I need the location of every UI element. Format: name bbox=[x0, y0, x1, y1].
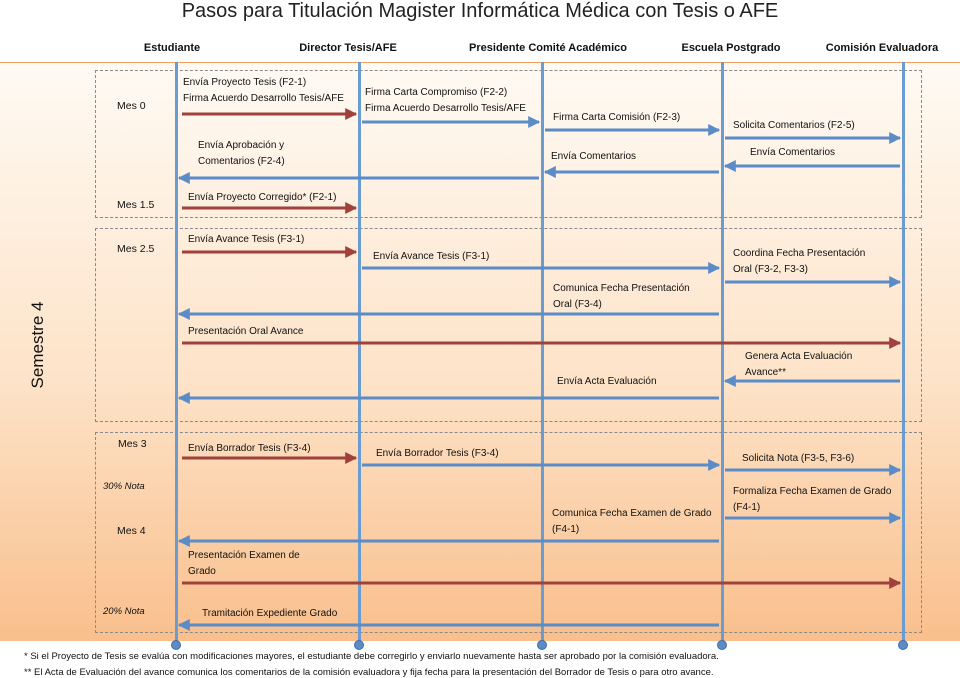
step-label-envia-avance-estudiante: Envía Avance Tesis (F3-1) bbox=[188, 234, 305, 245]
step-label-genera-acta: Genera Acta Evaluación Avance** bbox=[745, 351, 853, 378]
step-label-proyecto-corregido: Envía Proyecto Corregido* (F2-1) bbox=[188, 192, 337, 203]
footnote-single-asterisk: * Si el Proyecto de Tesis se evalúa con modificaciones mayores, el estudiante debe corregirlo y enviarlo nuevamente hasta ser aprobado por la comisión evaluadora. bbox=[24, 651, 719, 662]
step-label-envia-comentarios-escuela: Envía Comentarios bbox=[551, 151, 637, 162]
lane-header-escuela: Escuela Postgrado bbox=[681, 42, 781, 54]
grade-weight-label: 20% Nota bbox=[103, 606, 145, 617]
step-label-envia-proyecto: Envía Proyecto Tesis (F2-1) Firma Acuerdo Desarrollo Tesis/AFE bbox=[183, 77, 344, 104]
month-label: Mes 0 bbox=[117, 100, 146, 112]
step-label-coordina-fecha: Coordina Fecha Presentación Oral (F3-2, F3-3) bbox=[733, 248, 866, 275]
step-label-tramitacion: Tramitación Expediente Grado bbox=[202, 608, 338, 619]
step-label-presentacion-oral: Presentación Oral Avance bbox=[188, 326, 304, 337]
step-label-envia-comentarios-comision: Envía Comentarios bbox=[750, 147, 836, 158]
lane-header-estudiante: Estudiante bbox=[143, 42, 201, 54]
footnote-double-asterisk: ** El Acta de Evaluación del avance comunica los comentarios de la comisión evaluadora y fija fecha para la presentación del Borrador de Tesis o para otro avance. bbox=[24, 667, 714, 678]
lane-header-presidente: Presidente Comité Académico bbox=[469, 42, 627, 54]
diagram-title: Pasos para Titulación Magister Informática Médica con Tesis o AFE bbox=[181, 0, 779, 22]
step-label-presentacion-examen: Presentación Examen de Grado bbox=[188, 550, 300, 577]
step-label-envia-borrador-director: Envía Borrador Tesis (F3-4) bbox=[376, 448, 499, 459]
month-label: Mes 2.5 bbox=[117, 243, 155, 255]
step-label-solicita-comentarios: Solicita Comentarios (F2-5) bbox=[733, 120, 855, 131]
step-label-envia-acta: Envía Acta Evaluación bbox=[557, 376, 657, 387]
step-label-comunica-fecha-oral: Comunica Fecha Presentación Oral (F3-4) bbox=[553, 283, 690, 310]
semester-label: Semestre 4 bbox=[28, 301, 47, 389]
lane-header-director: Director Tesis/AFE bbox=[299, 42, 397, 54]
month-label: Mes 3 bbox=[118, 438, 147, 450]
step-label-firma-carta-compromiso: Firma Carta Compromiso (F2-2) Firma Acuerdo Desarrollo Tesis/AFE bbox=[365, 87, 526, 114]
step-label-envia-borrador-estudiante: Envía Borrador Tesis (F3-4) bbox=[188, 443, 311, 454]
step-label-envia-avance-director: Envía Avance Tesis (F3-1) bbox=[373, 251, 490, 262]
month-label: Mes 1.5 bbox=[117, 199, 155, 211]
step-label-firma-carta-comision: Firma Carta Comisión (F2-3) bbox=[553, 112, 681, 123]
step-label-solicita-nota: Solicita Nota (F3-5, F3-6) bbox=[742, 453, 855, 464]
lane-header-comision: Comisión Evaluadora bbox=[825, 42, 939, 54]
step-label-envia-aprobacion: Envía Aprobación y Comentarios (F2-4) bbox=[198, 140, 285, 167]
step-label-comunica-fecha-examen: Comunica Fecha Examen de Grado (F4-1) bbox=[552, 508, 712, 535]
month-label: Mes 4 bbox=[117, 525, 146, 537]
grade-weight-label: 30% Nota bbox=[103, 481, 145, 492]
step-label-formaliza-fecha: Formaliza Fecha Examen de Grado (F4-1) bbox=[733, 486, 892, 513]
